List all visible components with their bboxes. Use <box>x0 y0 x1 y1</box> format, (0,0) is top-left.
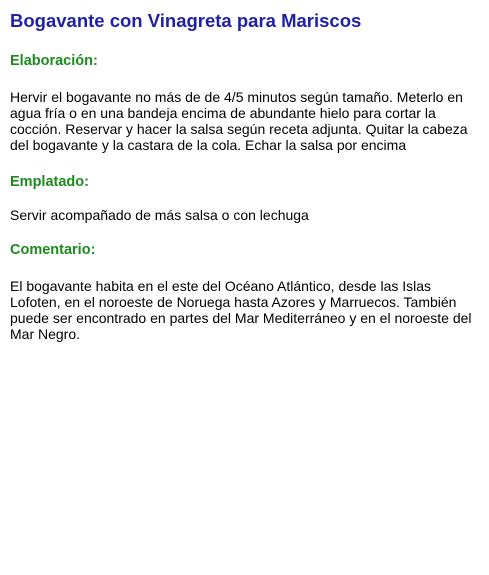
section-heading-emplatado: Emplatado: <box>10 174 89 190</box>
recipe-page <box>10 10 475 342</box>
section-body-comentario: El bogavante habita en el este del Océano Atlántico, desde las Islas Lofoten, en el noroeste de Noruega hasta Azores y Marruecos. También puede ser encontrado en partes del Mar Mediterráneo y en el noroeste del Mar Negro. <box>10 278 472 342</box>
section-heading-comentario: Comentario: <box>10 242 96 258</box>
section-body-elaboracion: Hervir el bogavante no más de de 4/5 minutos según tamaño. Meterlo en agua fría o en una bandeja encima de abundante hielo para cortar la cocción. Reservar y hacer la salsa según receta adjunta. Quitar la cabeza del bogavante y la castara de la cola. Echar la salsa por encima <box>10 89 468 153</box>
section-body-emplatado: Servir acompañado de más salsa o con lechuga <box>10 207 309 223</box>
recipe-title: Bogavante con Vinagreta para Mariscos <box>10 10 362 31</box>
section-heading-elaboracion: Elaboración: <box>10 53 98 69</box>
